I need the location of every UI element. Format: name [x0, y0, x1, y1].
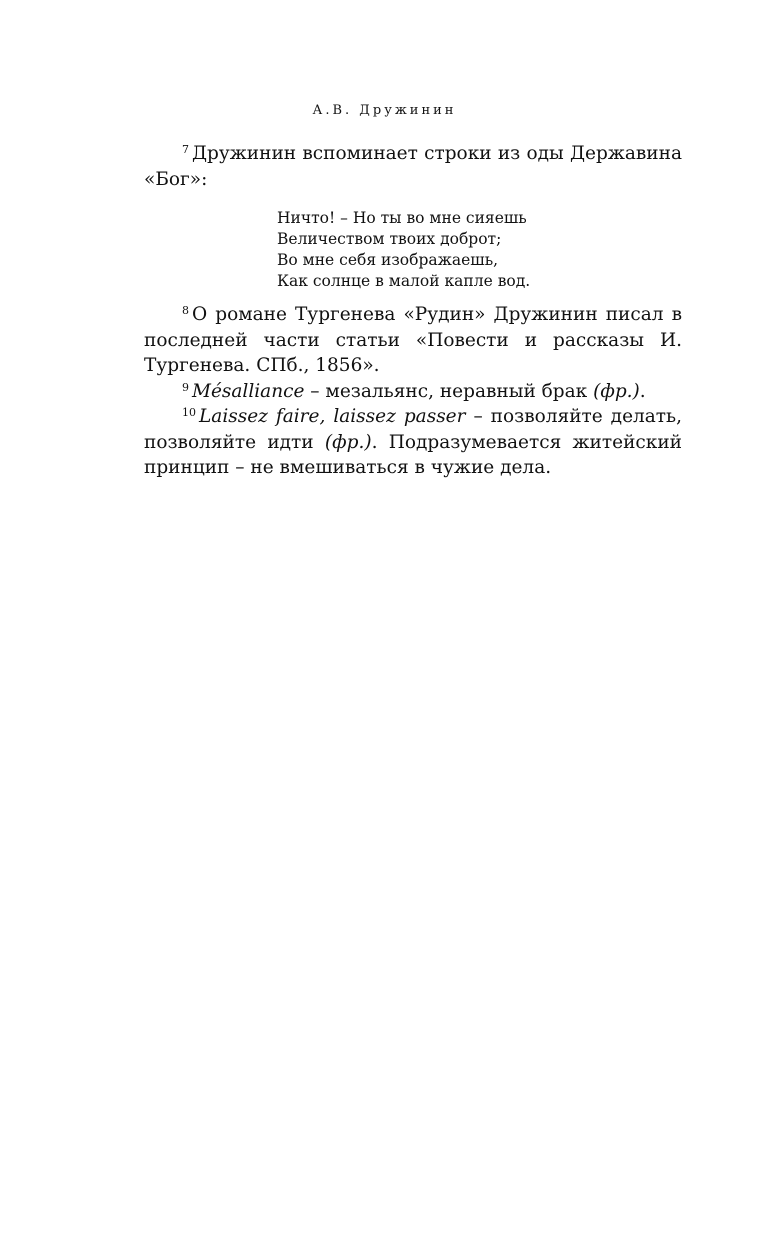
footnote-marker: 10	[182, 406, 196, 419]
foreign-term: Mésalliance	[192, 380, 305, 402]
language-note: (фр.)	[593, 380, 640, 402]
footnote-text-end: .	[639, 380, 646, 402]
poem-line: Величеством твоих доброт;	[277, 230, 502, 248]
language-note: (фр.)	[324, 431, 372, 453]
poem-line: Как солнце в малой капле вод.	[277, 272, 531, 290]
footnote-text: – позволяйте делать, позволяйте идти	[144, 406, 682, 453]
footnotes-block	[144, 141, 682, 481]
footnote-text-end: . Подразумевается житейский принцип – не вмешиваться в чужие дела.	[144, 431, 682, 478]
footnote-10	[144, 404, 682, 481]
footnote-8	[144, 302, 682, 379]
running-head: А.В. Дружинин	[312, 103, 457, 118]
footnote-9	[144, 379, 682, 405]
footnote-text: – мезальянс, неравный брак	[304, 380, 594, 402]
footnote-text: Дружинин вспоминает строки из оды Державина «Бог»:	[144, 143, 682, 190]
poem-quote	[277, 208, 682, 292]
foreign-term: Laissez faire, laissez passer	[199, 406, 466, 427]
footnote-text: О романе Тургенева «Рудин» Дружинин писал в последней части статьи «Повести и рассказы И. Тургенева. СПб., 1856».	[144, 304, 682, 376]
poem-line: Ничто! – Но ты во мне сияешь	[277, 209, 527, 227]
footnote-marker: 8	[182, 304, 189, 317]
footnote-marker: 9	[182, 380, 189, 394]
footnote-7	[144, 141, 682, 192]
footnote-marker: 7	[182, 143, 189, 156]
poem-line: Во мне себя изображаешь,	[277, 251, 499, 269]
